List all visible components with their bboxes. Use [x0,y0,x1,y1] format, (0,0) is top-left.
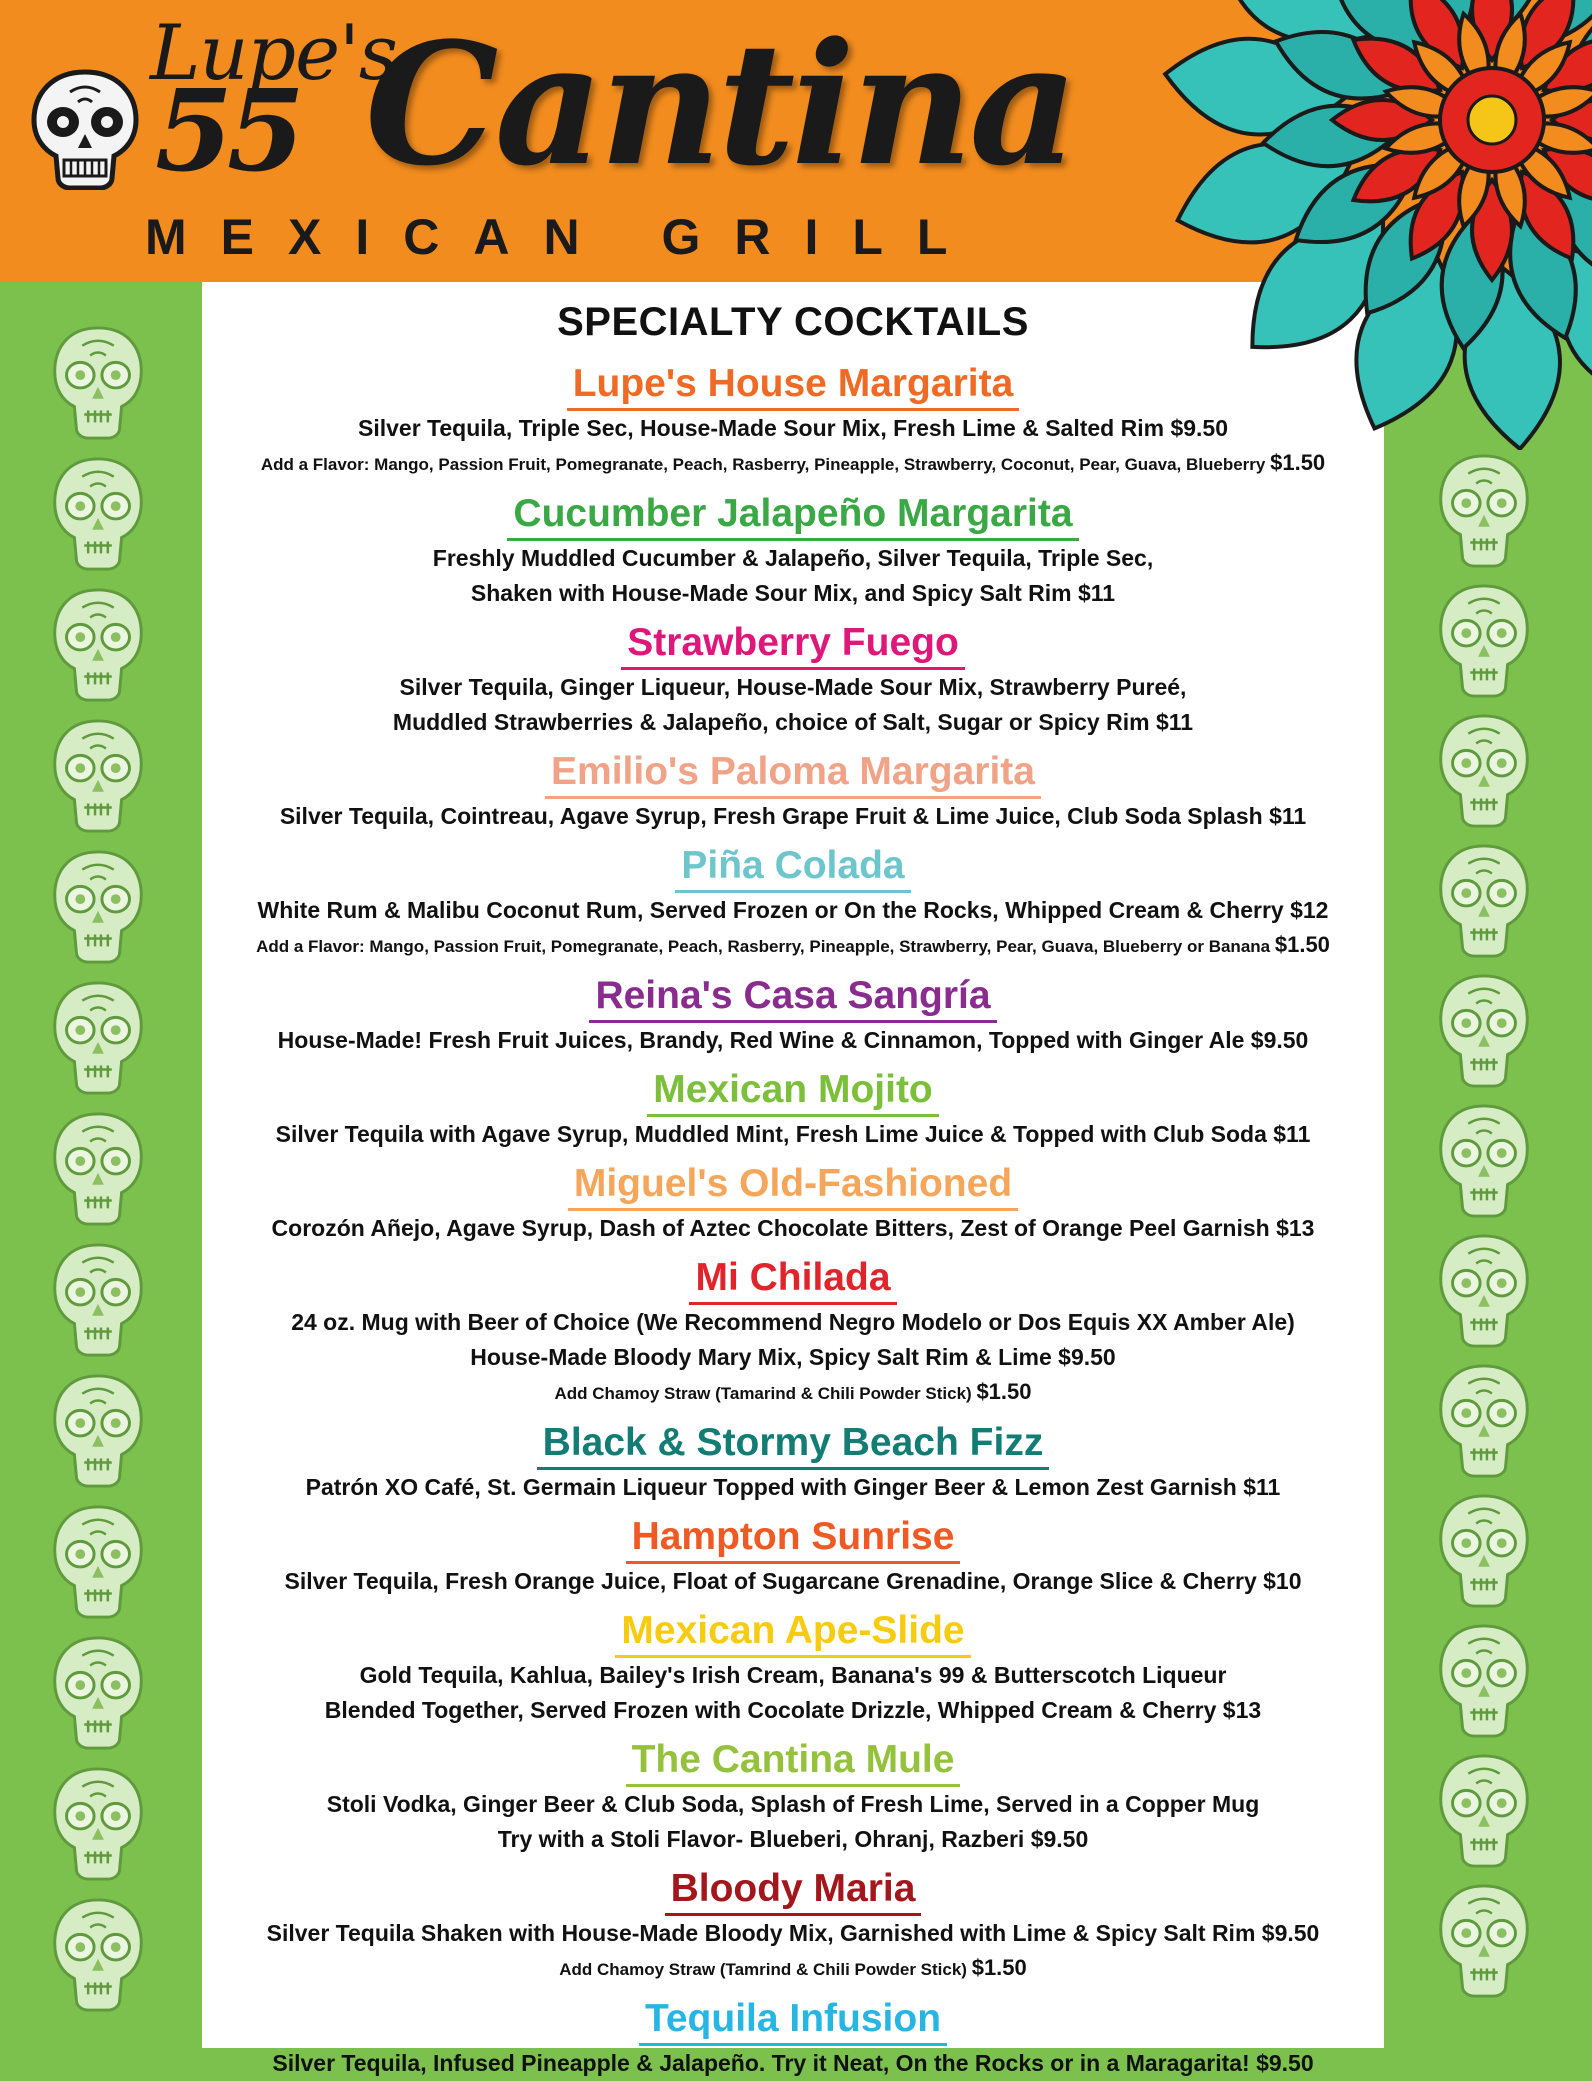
mandala-flower-icon [1072,0,1592,450]
addon-price: $1.50 [976,1379,1032,1404]
cocktail-description: 24 oz. Mug with Beer of Choice (We Recommend Negro Modelo or Dos Equis XX Amber Ale) [291,1309,1295,1335]
cocktail-name: Piña Colada [675,842,910,893]
left-skull-border [0,282,202,2048]
cocktail-description: Try with a Stoli Flavor- Blueberi, Ohranj, Razberi $9.50 [497,1826,1089,1852]
cocktail-name: Black & Stormy Beach Fizz [537,1419,1050,1470]
cocktail-item [202,842,1384,964]
cocktail-description: White Rum & Malibu Coconut Rum, Served Frozen or On the Rocks, Whipped Cream & Cherry $12 [257,897,1329,923]
sugar-skull-icon [48,586,148,704]
sugar-skull-icon [1434,972,1534,1090]
cocktail-item [202,1160,1384,1246]
logo-cantina-text: Cantina [365,5,1075,203]
cocktail-name: Mexican Ape-Slide [615,1607,970,1658]
sugar-skull-icon [1434,1102,1534,1220]
sugar-skull-icon [1434,1232,1534,1350]
cocktail-addon [202,446,1384,482]
cocktail-item [202,1736,1384,1857]
cocktail-description: Silver Tequila, Fresh Orange Juice, Float of Sugarcane Grenadine, Orange Slice & Cherry $10 [284,1568,1302,1594]
cocktail-item [202,1419,1384,1505]
sugar-skull-icon [48,324,148,442]
sugar-skull-icon [1434,1622,1534,1740]
cocktail-description: Gold Tequila, Kahlua, Bailey's Irish Cream, Banana's 99 & Butterscotch Liqueur [359,1662,1227,1688]
cocktail-description: Silver Tequila, Cointreau, Agave Syrup, Fresh Grape Fruit & Lime Juice, Club Soda Splash $11 [279,803,1307,829]
cocktail-description: Corozón Añejo, Agave Syrup, Dash of Aztec Chocolate Bitters, Zest of Orange Peel Garnish $13 [271,1215,1315,1241]
logo-lupes-text: Lupe's [150,8,397,97]
sugar-skull-icon [48,1765,148,1883]
cocktail-addon [202,1375,1384,1411]
sugar-skull-icon [48,848,148,966]
cocktail-description: Silver Tequila with Agave Syrup, Muddled Mint, Fresh Lime Juice & Topped with Club Soda $11 [275,1121,1311,1147]
cocktail-description: House-Made! Fresh Fruit Juices, Brandy, Red Wine & Cinnamon, Topped with Ginger Ale $9.50 [277,1027,1309,1053]
cocktail-name: Reina's Casa Sangría [589,972,996,1023]
sugar-skull-icon [48,1634,148,1752]
cocktail-description: Silver Tequila, Triple Sec, House-Made Sour Mix, Fresh Lime & Salted Rim $9.50 [357,415,1228,441]
cocktail-description: House-Made Bloody Mary Mix, Spicy Salt Rim & Lime $9.50 [470,1344,1116,1370]
cocktail-name: Bloody Maria [665,1865,922,1916]
cocktail-name: Cucumber Jalapeño Margarita [507,490,1078,541]
cocktail-item [202,1254,1384,1411]
cocktail-addon [202,928,1384,964]
sugar-skull-icon [48,1110,148,1228]
sugar-skull-icon [48,1896,148,2014]
sugar-skull-icon [48,1503,148,1621]
sugar-skull-icon [48,1241,148,1359]
sugar-skull-icon [1434,1882,1534,2000]
cocktail-name: Miguel's Old-Fashioned [568,1160,1018,1211]
sugar-skull-logo-icon [30,68,140,190]
sugar-skull-icon [1434,582,1534,700]
cocktail-item [202,1995,1384,2081]
sugar-skull-icon [48,455,148,573]
cocktail-description: Stoli Vodka, Ginger Beer & Club Soda, Splash of Fresh Lime, Served in a Copper Mug [326,1791,1260,1817]
cocktail-description: Patrón XO Café, St. Germain Liqueur Topped with Ginger Beer & Lemon Zest Garnish $11 [305,1474,1281,1500]
cocktail-description: Muddled Strawberries & Jalapeño, choice of Salt, Sugar or Spicy Rim $11 [392,709,1194,735]
cocktail-addon [202,1951,1384,1987]
cocktail-description: Blended Together, Served Frozen with Cocolate Drizzle, Whipped Cream & Cherry $13 [324,1697,1262,1723]
sugar-skull-icon [1434,842,1534,960]
cocktail-description: Freshly Muddled Cucumber & Jalapeño, Silver Tequila, Triple Sec, [432,545,1154,571]
cocktail-description: Silver Tequila, Ginger Liqueur, House-Made Sour Mix, Strawberry Pureé, [399,674,1187,700]
sugar-skull-icon [1434,1752,1534,1870]
sugar-skull-icon [48,717,148,835]
addon-price: $1.50 [971,1955,1027,1980]
cocktail-list [202,360,1384,2081]
sugar-skull-icon [48,1372,148,1490]
cocktail-item [202,972,1384,1058]
cocktail-item [202,490,1384,611]
addon-text: Add Chamoy Straw (Tamarind & Chili Powder Stick) [554,1384,972,1403]
cocktail-name: Emilio's Paloma Margarita [545,748,1041,799]
addon-text: Add Chamoy Straw (Tamrind & Chili Powder Stick) [559,1960,967,1979]
cocktail-description: Silver Tequila, Infused Pineapple & Jalapeño. Try it Neat, On the Rocks or in a Maragarita! $9.50 [272,2050,1314,2076]
sugar-skull-icon [1434,712,1534,830]
cocktail-name: The Cantina Mule [626,1736,961,1787]
cocktail-item [202,1513,1384,1599]
cocktail-description: Silver Tequila Shaken with House-Made Bloody Mix, Garnished with Lime & Spicy Salt Rim $9.50 [266,1920,1320,1946]
logo-subtitle: MEXICAN GRILL [145,209,982,265]
cocktail-item [202,748,1384,834]
cocktail-item [202,1607,1384,1728]
sugar-skull-icon [48,979,148,1097]
right-skull-border [1384,282,1592,2048]
cocktail-item [202,619,1384,740]
cocktail-name: Lupe's House Margarita [567,360,1020,411]
cocktail-name: Hampton Sunrise [626,1513,961,1564]
cocktail-item [202,1865,1384,1987]
cocktail-description: Shaken with House-Made Sour Mix, and Spicy Salt Rim $11 [470,580,1116,606]
cocktail-name: Tequila Infusion [639,1995,947,2046]
addon-price: $1.50 [1270,450,1326,475]
addon-text: Add a Flavor: Mango, Passion Fruit, Pomegranate, Peach, Rasberry, Pineapple, Strawberry, Pear, Guava, Blueberry or Banana [256,937,1271,956]
logo-number: 55 [155,66,299,197]
sugar-skull-icon [1434,452,1534,570]
addon-price: $1.50 [1274,932,1330,957]
sugar-skull-icon [1434,1362,1534,1480]
sugar-skull-icon [1434,1492,1534,1610]
menu-title: SPECIALTY COCKTAILS [557,300,1029,344]
cocktail-menu [202,282,1384,2081]
cocktail-name: Strawberry Fuego [621,619,965,670]
cocktail-item [202,1066,1384,1152]
addon-text: Add a Flavor: Mango, Passion Fruit, Pomegranate, Peach, Rasberry, Pineapple, Strawberry, Coconut, Pear, Guava, Blueberry [260,455,1266,474]
cocktail-name: Mexican Mojito [647,1066,939,1117]
cocktail-name: Mi Chilada [689,1254,896,1305]
